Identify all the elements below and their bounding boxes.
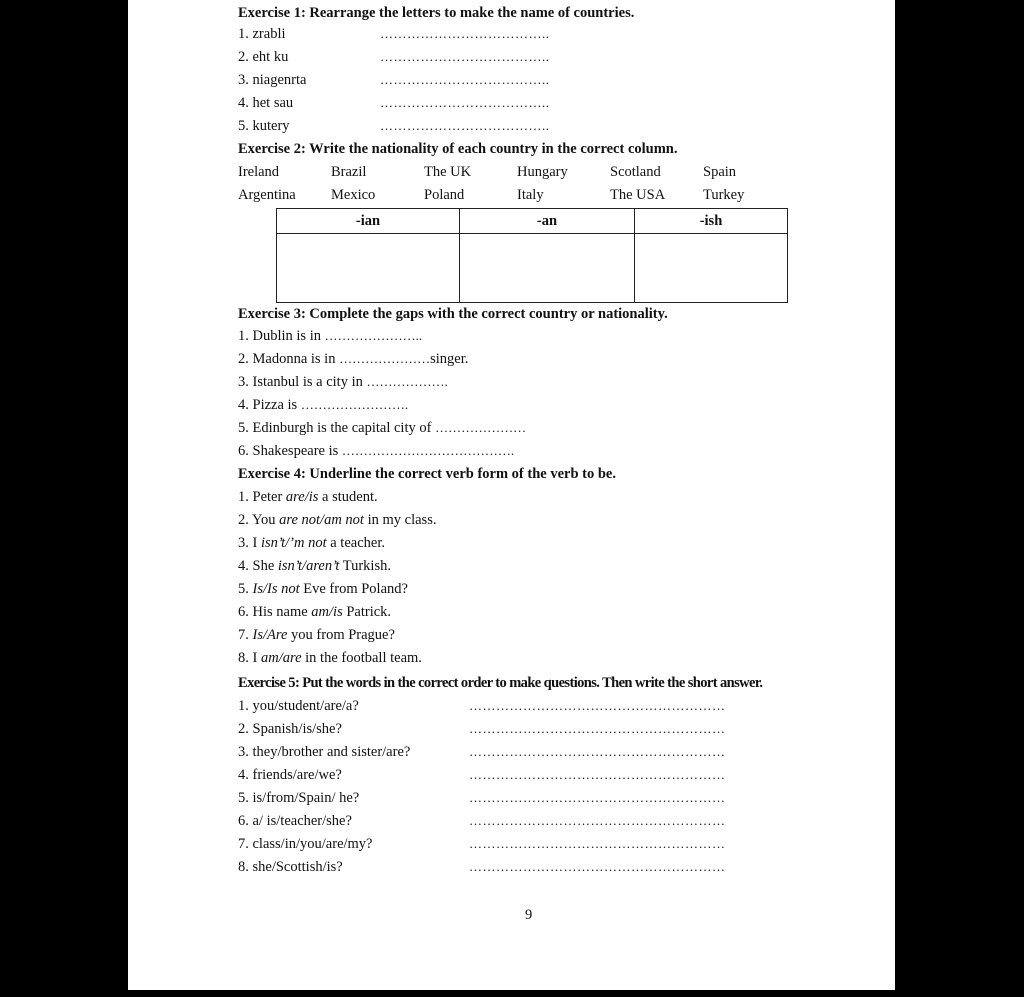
answer-blank: ………………………………..	[380, 118, 550, 133]
exercise-5-item: 3. they/brother and sister/are?	[238, 744, 411, 760]
answer-blank[interactable]: …………………………………………………	[469, 790, 726, 805]
exercise-3-title: Exercise 3: Complete the gaps with the correct country or nationality.	[238, 306, 668, 322]
exercise-1-item: 5. kutery	[238, 118, 290, 134]
answer-blank: ………………………………..	[380, 72, 550, 87]
column-header-ian: -ian	[277, 209, 460, 234]
country-word: The USA	[610, 187, 666, 203]
exercise-4-item: 4. She isn’t/aren’t Turkish.	[238, 558, 391, 574]
verb-options[interactable]: am/is	[311, 604, 343, 620]
exercise-4-item: 3. I isn’t/’m not a teacher.	[238, 535, 385, 551]
answer-blank: …………………….	[300, 397, 409, 412]
answer-blank: …………………	[339, 351, 431, 366]
country-word: The UK	[424, 164, 472, 180]
exercise-4-title: Exercise 4: Underline the correct verb form of the verb to be.	[238, 466, 616, 482]
verb-options[interactable]: are not/am not	[279, 512, 364, 528]
page-number: 9	[525, 907, 533, 923]
exercise-4-item: 5. Is/Is not Eve from Poland?	[238, 581, 408, 597]
answer-blank: ………………………………..	[380, 49, 550, 64]
verb-options[interactable]: are/is	[285, 489, 319, 505]
exercise-1-item: 4. het sau	[238, 95, 294, 111]
answer-blank: ………………………………….	[341, 443, 515, 458]
exercise-5-item: 7. class/in/you/are/my?	[238, 836, 373, 852]
exercise-1-item: 2. eht ku	[238, 49, 289, 65]
answer-blank[interactable]: …………………………………………………	[469, 836, 726, 851]
exercise-4-item: 2. You are not/am not in my class.	[238, 512, 437, 528]
verb-options[interactable]: Is/Are	[252, 627, 288, 643]
answer-blank[interactable]: …………………………………………………	[469, 859, 726, 874]
answer-blank[interactable]: …………………………………………………	[469, 721, 726, 736]
country-word: Poland	[424, 187, 465, 203]
answer-blank: ………………………………..	[380, 95, 550, 110]
country-word: Scotland	[610, 164, 661, 180]
country-word: Hungary	[517, 164, 568, 180]
column-header-an: -an	[460, 209, 635, 234]
country-word: Mexico	[331, 187, 376, 203]
column-header-ish: -ish	[635, 209, 788, 234]
country-word: Argentina	[238, 187, 296, 203]
answer-blank: …………………	[435, 420, 527, 435]
nationality-table	[276, 208, 788, 303]
worksheet-page	[128, 0, 895, 990]
exercise-3-item: 3. Istanbul is a city in ……………….	[238, 374, 448, 390]
exercise-5-item: 5. is/from/Spain/ he?	[238, 790, 360, 806]
exercise-3-item: 6. Shakespeare is ………………………………….	[238, 443, 515, 459]
exercise-5-item: 4. friends/are/we?	[238, 767, 342, 783]
answer-blank[interactable]: …………………………………………………	[469, 698, 726, 713]
answer-blank: ……………….	[366, 374, 448, 389]
verb-options[interactable]: isn’t/’m not	[260, 535, 327, 551]
exercise-1-title: Exercise 1: Rearrange the letters to make the name of countries.	[238, 5, 635, 21]
country-word: Italy	[517, 187, 544, 203]
exercise-4-item: 1. Peter are/is a student.	[238, 489, 378, 505]
country-word: Turkey	[703, 187, 745, 203]
answer-blank[interactable]: …………………………………………………	[469, 767, 726, 782]
country-word: Ireland	[238, 164, 280, 180]
exercise-5-item: 1. you/student/are/a?	[238, 698, 359, 714]
exercise-2-title: Exercise 2: Write the nationality of each country in the correct column.	[238, 141, 678, 157]
verb-options[interactable]: Is/Is not	[252, 581, 300, 597]
verb-options[interactable]: isn’t/aren’t	[277, 558, 340, 574]
exercise-1-item: 3. niagenrta	[238, 72, 307, 88]
answer-blank[interactable]: …………………………………………………	[469, 744, 726, 759]
answer-blank[interactable]: …………………………………………………	[469, 813, 726, 828]
answer-blank: …………………..	[324, 328, 423, 343]
exercise-3-item: 1. Dublin is in …………………..	[238, 328, 423, 344]
exercise-1-item: 1. zrabli	[238, 26, 286, 42]
exercise-3-item: 2. Madonna is in …………………singer.	[238, 351, 469, 367]
exercise-4-item: 7. Is/Are you from Prague?	[238, 627, 395, 643]
exercise-5-title: Exercise 5: Put the words in the correct order to make questions. Then write the short answer.	[238, 675, 763, 691]
exercise-5-item: 8. she/Scottish/is?	[238, 859, 343, 875]
exercise-5-item: 2. Spanish/is/she?	[238, 721, 342, 737]
answer-cell-ian[interactable]	[277, 234, 460, 303]
exercise-5-item: 6. a/ is/teacher/she?	[238, 813, 352, 829]
country-word: Spain	[703, 164, 737, 180]
answer-blank: ………………………………..	[380, 26, 550, 41]
answer-cell-ish[interactable]	[635, 234, 788, 303]
exercise-4-item: 8. I am/are in the football team.	[238, 650, 422, 666]
verb-options[interactable]: am/are	[260, 650, 302, 666]
exercise-3-item: 4. Pizza is …………………….	[238, 397, 409, 413]
exercise-3-item: 5. Edinburgh is the capital city of …………………	[238, 420, 527, 436]
exercise-4-item: 6. His name am/is Patrick.	[238, 604, 392, 620]
answer-cell-an[interactable]	[460, 234, 635, 303]
country-word: Brazil	[331, 164, 367, 180]
